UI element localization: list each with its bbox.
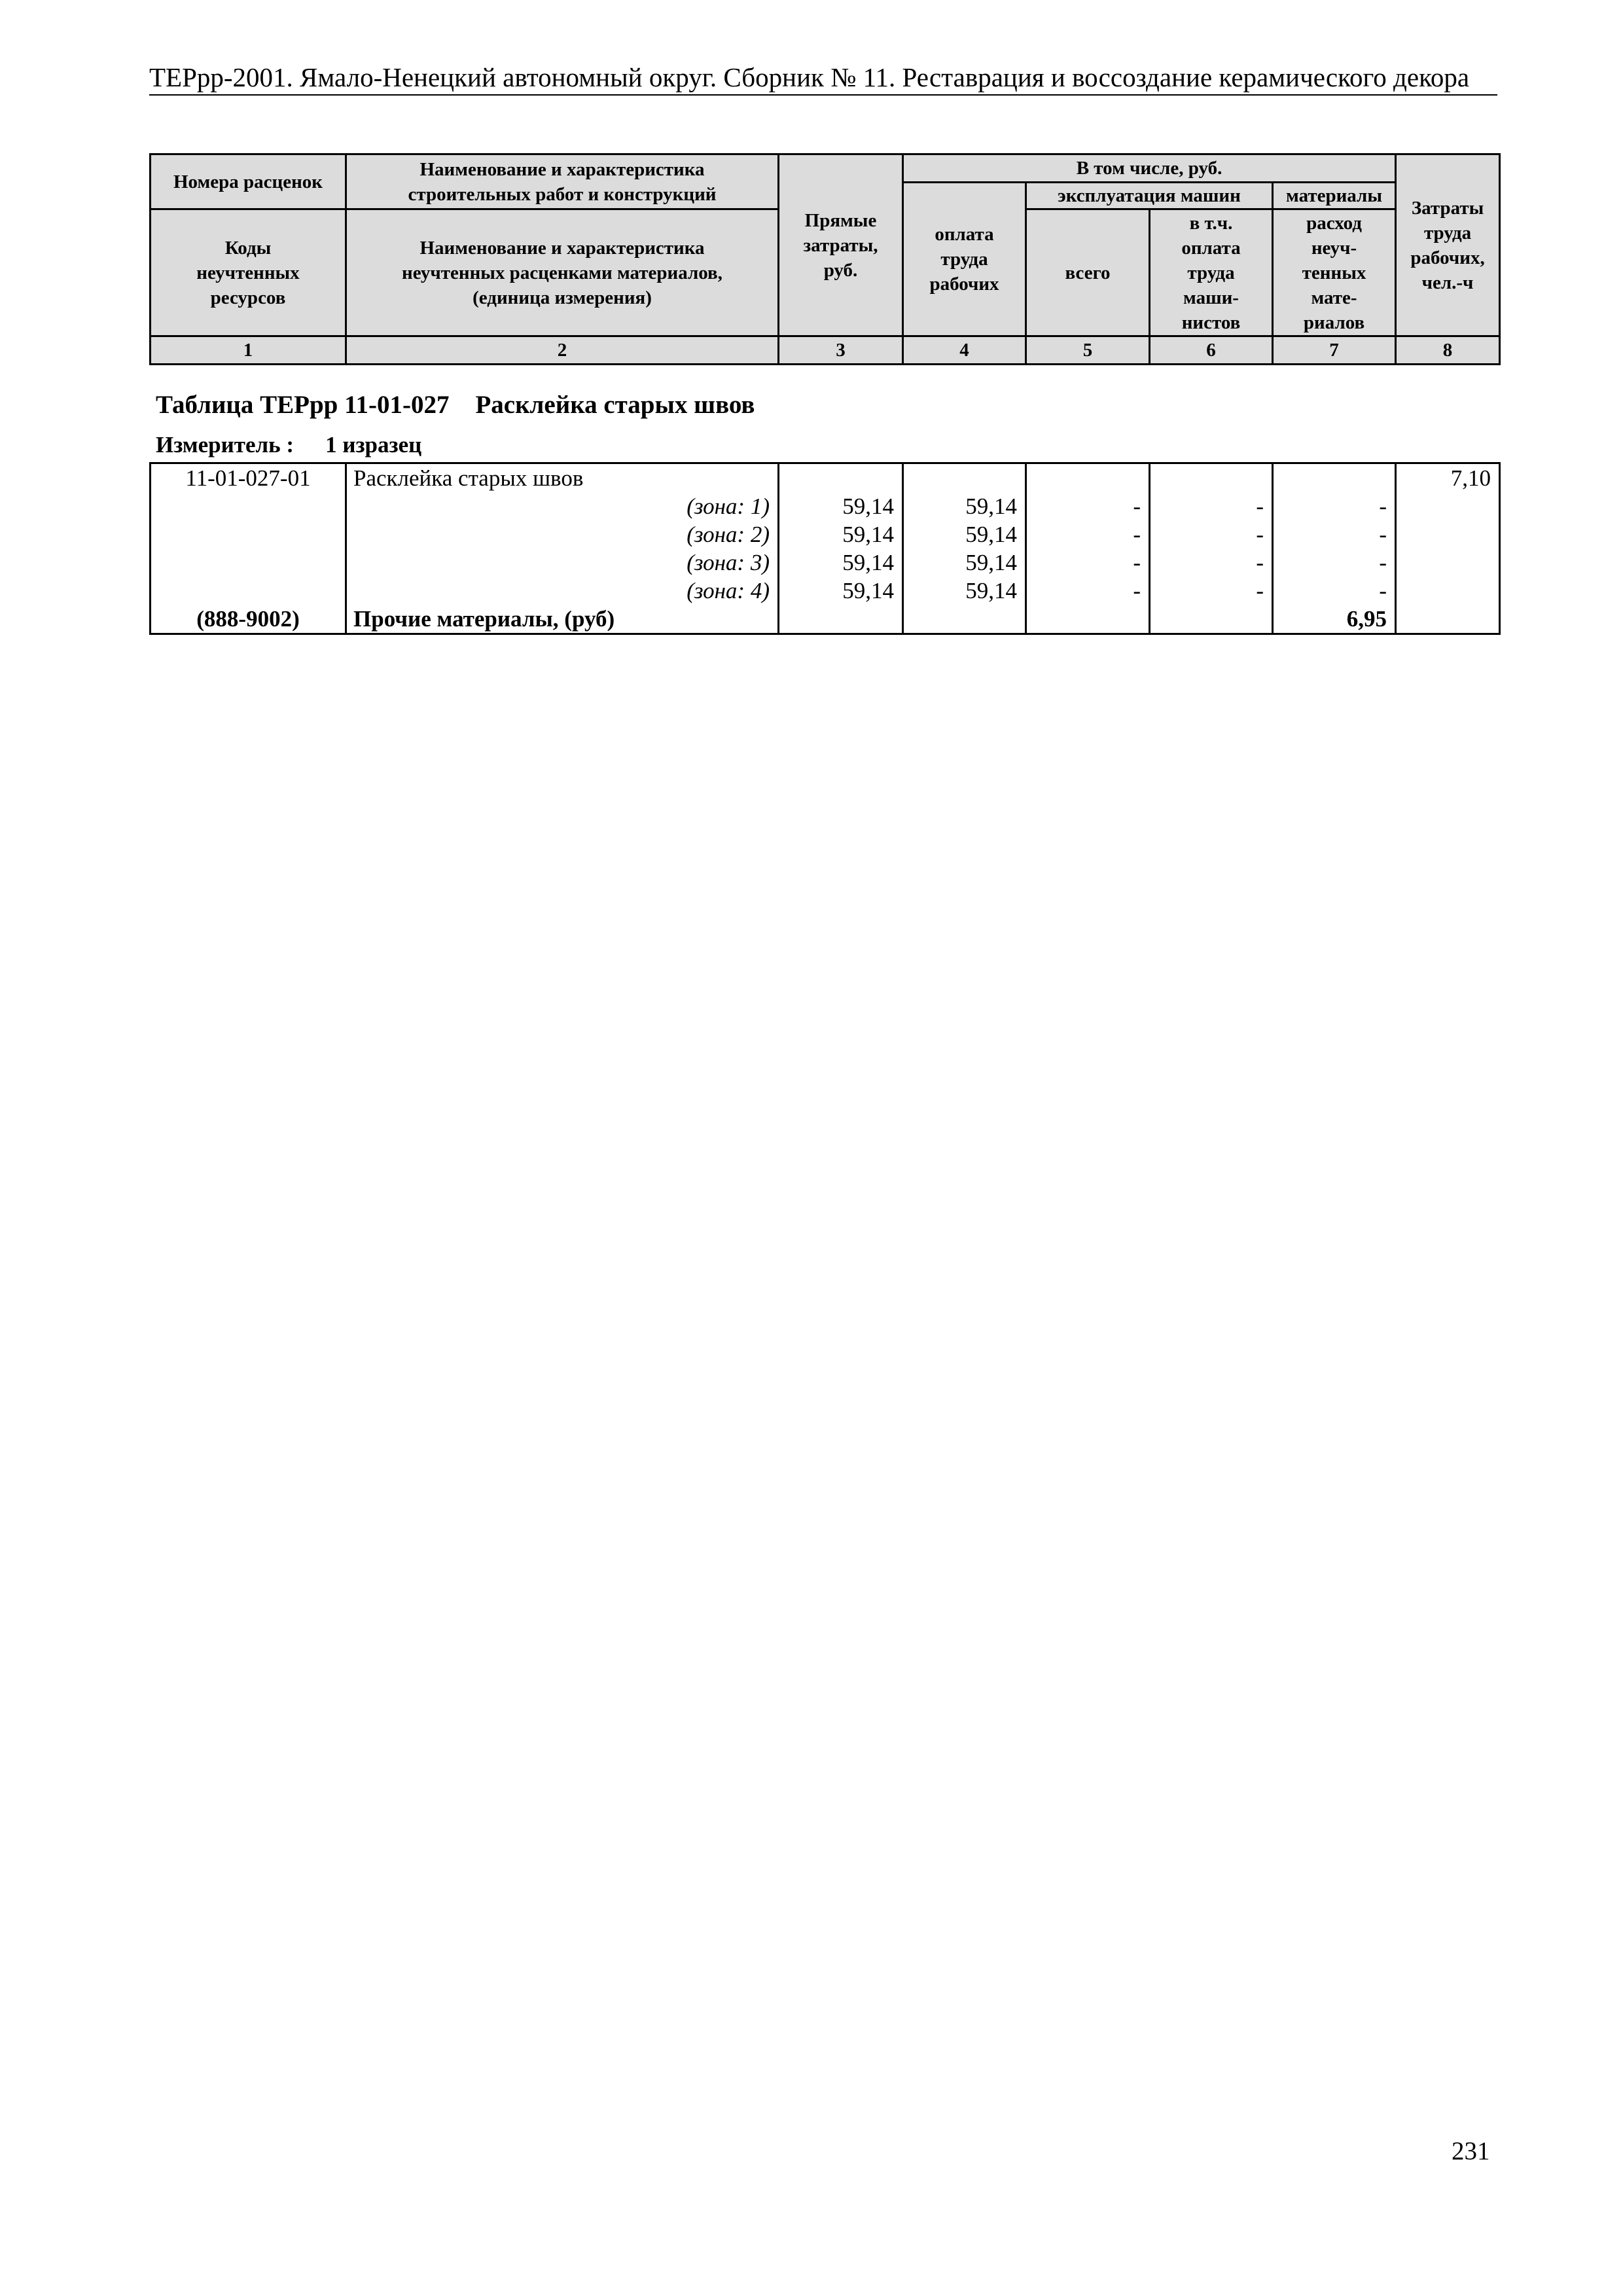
empty-cell	[1396, 520, 1500, 548]
rate-code: 11-01-027-01	[151, 463, 346, 493]
table-row	[151, 463, 1500, 493]
header-work-name	[346, 154, 779, 209]
machines-total: -	[1026, 548, 1150, 577]
table-title	[156, 390, 755, 420]
header-materials: материалы	[1273, 183, 1396, 209]
header-line: рабочих,	[1410, 247, 1485, 268]
column-header-table	[149, 153, 1501, 365]
meter-value: 1 изразец	[325, 432, 422, 457]
machines-total: -	[1026, 492, 1150, 520]
empty-cell	[1026, 605, 1150, 634]
empty-cell	[779, 463, 903, 493]
machinist-pay: -	[1150, 520, 1273, 548]
zone-label: (зона: 1)	[346, 492, 779, 520]
header-line: в т.ч.	[1189, 212, 1233, 234]
column-number: 3	[779, 336, 903, 365]
materials: -	[1273, 520, 1396, 548]
resource-code: (888-9002)	[151, 605, 346, 634]
column-numbers-row	[151, 336, 1500, 365]
header-work-name-line: строительных работ и конструкций	[408, 183, 717, 205]
machinist-pay: -	[1150, 577, 1273, 605]
header-line: тенных	[1302, 262, 1366, 283]
zone-label: (зона: 4)	[346, 577, 779, 605]
empty-cell	[151, 548, 346, 577]
table-row	[151, 492, 1500, 520]
empty-cell	[1026, 463, 1150, 493]
header-unaccounted-materials	[1273, 209, 1396, 336]
rates-table	[149, 462, 1501, 635]
zone-label: (зона: 3)	[346, 548, 779, 577]
column-number: 2	[346, 336, 779, 365]
table-row	[151, 577, 1500, 605]
direct-costs: 59,14	[779, 577, 903, 605]
table-name: Расклейка старых швов	[475, 391, 755, 419]
running-head: ТЕРрр-2001. Ямало-Ненецкий автономный округ. Сборник № 11. Реставрация и воссоздание керамического декора	[149, 60, 1497, 96]
header-line: труда	[1423, 222, 1472, 243]
rate-name: Расклейка старых швов	[346, 463, 779, 493]
empty-cell	[151, 520, 346, 548]
labor-pay: 59,14	[903, 548, 1026, 577]
header-rate-numbers: Номера расценок	[151, 154, 346, 209]
labor-pay: 59,14	[903, 520, 1026, 548]
table-row	[151, 605, 1500, 634]
column-number: 4	[903, 336, 1026, 365]
header-line: ресурсов	[210, 287, 286, 308]
materials: -	[1273, 577, 1396, 605]
direct-costs: 59,14	[779, 520, 903, 548]
header-line: маши-	[1183, 287, 1239, 308]
header-including: В том числе, руб.	[903, 154, 1396, 183]
header-resource-codes	[151, 209, 346, 336]
materials: -	[1273, 492, 1396, 520]
empty-cell	[903, 605, 1026, 634]
machinist-pay: -	[1150, 492, 1273, 520]
meter-line	[156, 432, 421, 458]
header-line: неучтенных расценками материалов,	[402, 262, 722, 283]
empty-cell	[151, 577, 346, 605]
header-line: неуч-	[1311, 237, 1357, 259]
empty-cell	[1396, 577, 1500, 605]
column-number: 1	[151, 336, 346, 365]
column-number: 8	[1396, 336, 1500, 365]
header-line: нистов	[1181, 312, 1241, 333]
header-line: руб.	[823, 259, 858, 281]
machines-total: -	[1026, 577, 1150, 605]
column-number: 6	[1150, 336, 1273, 365]
direct-costs: 59,14	[779, 548, 903, 577]
material-name: Прочие материалы, (руб)	[346, 605, 779, 634]
empty-cell	[1273, 463, 1396, 493]
header-line: оплата	[935, 224, 994, 245]
header-line: неучтенных	[196, 262, 300, 283]
empty-cell	[1396, 605, 1500, 634]
header-line: Прямые	[804, 209, 877, 231]
header-line: риалов	[1303, 312, 1365, 333]
header-line: чел.-ч	[1421, 272, 1474, 293]
header-line: (единица измерения)	[473, 287, 652, 308]
page-number: 231	[1452, 2137, 1490, 2165]
header-line: расход	[1306, 212, 1362, 234]
header-labor-hours	[1396, 154, 1500, 336]
labor-pay: 59,14	[903, 577, 1026, 605]
header-line: мате-	[1311, 287, 1357, 308]
header-line: Наименование и характеристика	[419, 237, 705, 259]
header-line: Затраты	[1411, 197, 1484, 219]
header-line: труда	[1187, 262, 1235, 283]
table-row	[151, 548, 1500, 577]
header-machines-total: всего	[1026, 209, 1150, 336]
machinist-pay: -	[1150, 548, 1273, 577]
header-line: затраты,	[803, 234, 878, 256]
header-machines: эксплуатация машин	[1026, 183, 1273, 209]
header-work-name-line: Наименование и характеристика	[419, 158, 705, 180]
direct-costs: 59,14	[779, 492, 903, 520]
zone-label: (зона: 2)	[346, 520, 779, 548]
header-direct-costs	[779, 154, 903, 336]
header-labor-pay	[903, 183, 1026, 336]
header-line: Коды	[224, 237, 272, 259]
column-number: 7	[1273, 336, 1396, 365]
empty-cell	[1396, 492, 1500, 520]
header-line: труда	[940, 249, 988, 270]
labor-hours: 7,10	[1396, 463, 1500, 493]
empty-cell	[1396, 548, 1500, 577]
table-row	[151, 520, 1500, 548]
materials: 6,95	[1273, 605, 1396, 634]
table-code: Таблица ТЕРрр 11-01-027	[156, 391, 450, 419]
empty-cell	[779, 605, 903, 634]
column-number: 5	[1026, 336, 1150, 365]
empty-cell	[1150, 463, 1273, 493]
header-line: рабочих	[929, 274, 999, 295]
header-line: оплата	[1181, 237, 1241, 259]
empty-cell	[1150, 605, 1273, 634]
empty-cell	[903, 463, 1026, 493]
labor-pay: 59,14	[903, 492, 1026, 520]
materials: -	[1273, 548, 1396, 577]
machines-total: -	[1026, 520, 1150, 548]
header-machinist-pay	[1150, 209, 1273, 336]
header-material-name	[346, 209, 779, 336]
empty-cell	[151, 492, 346, 520]
meter-label: Измеритель :	[156, 432, 294, 457]
